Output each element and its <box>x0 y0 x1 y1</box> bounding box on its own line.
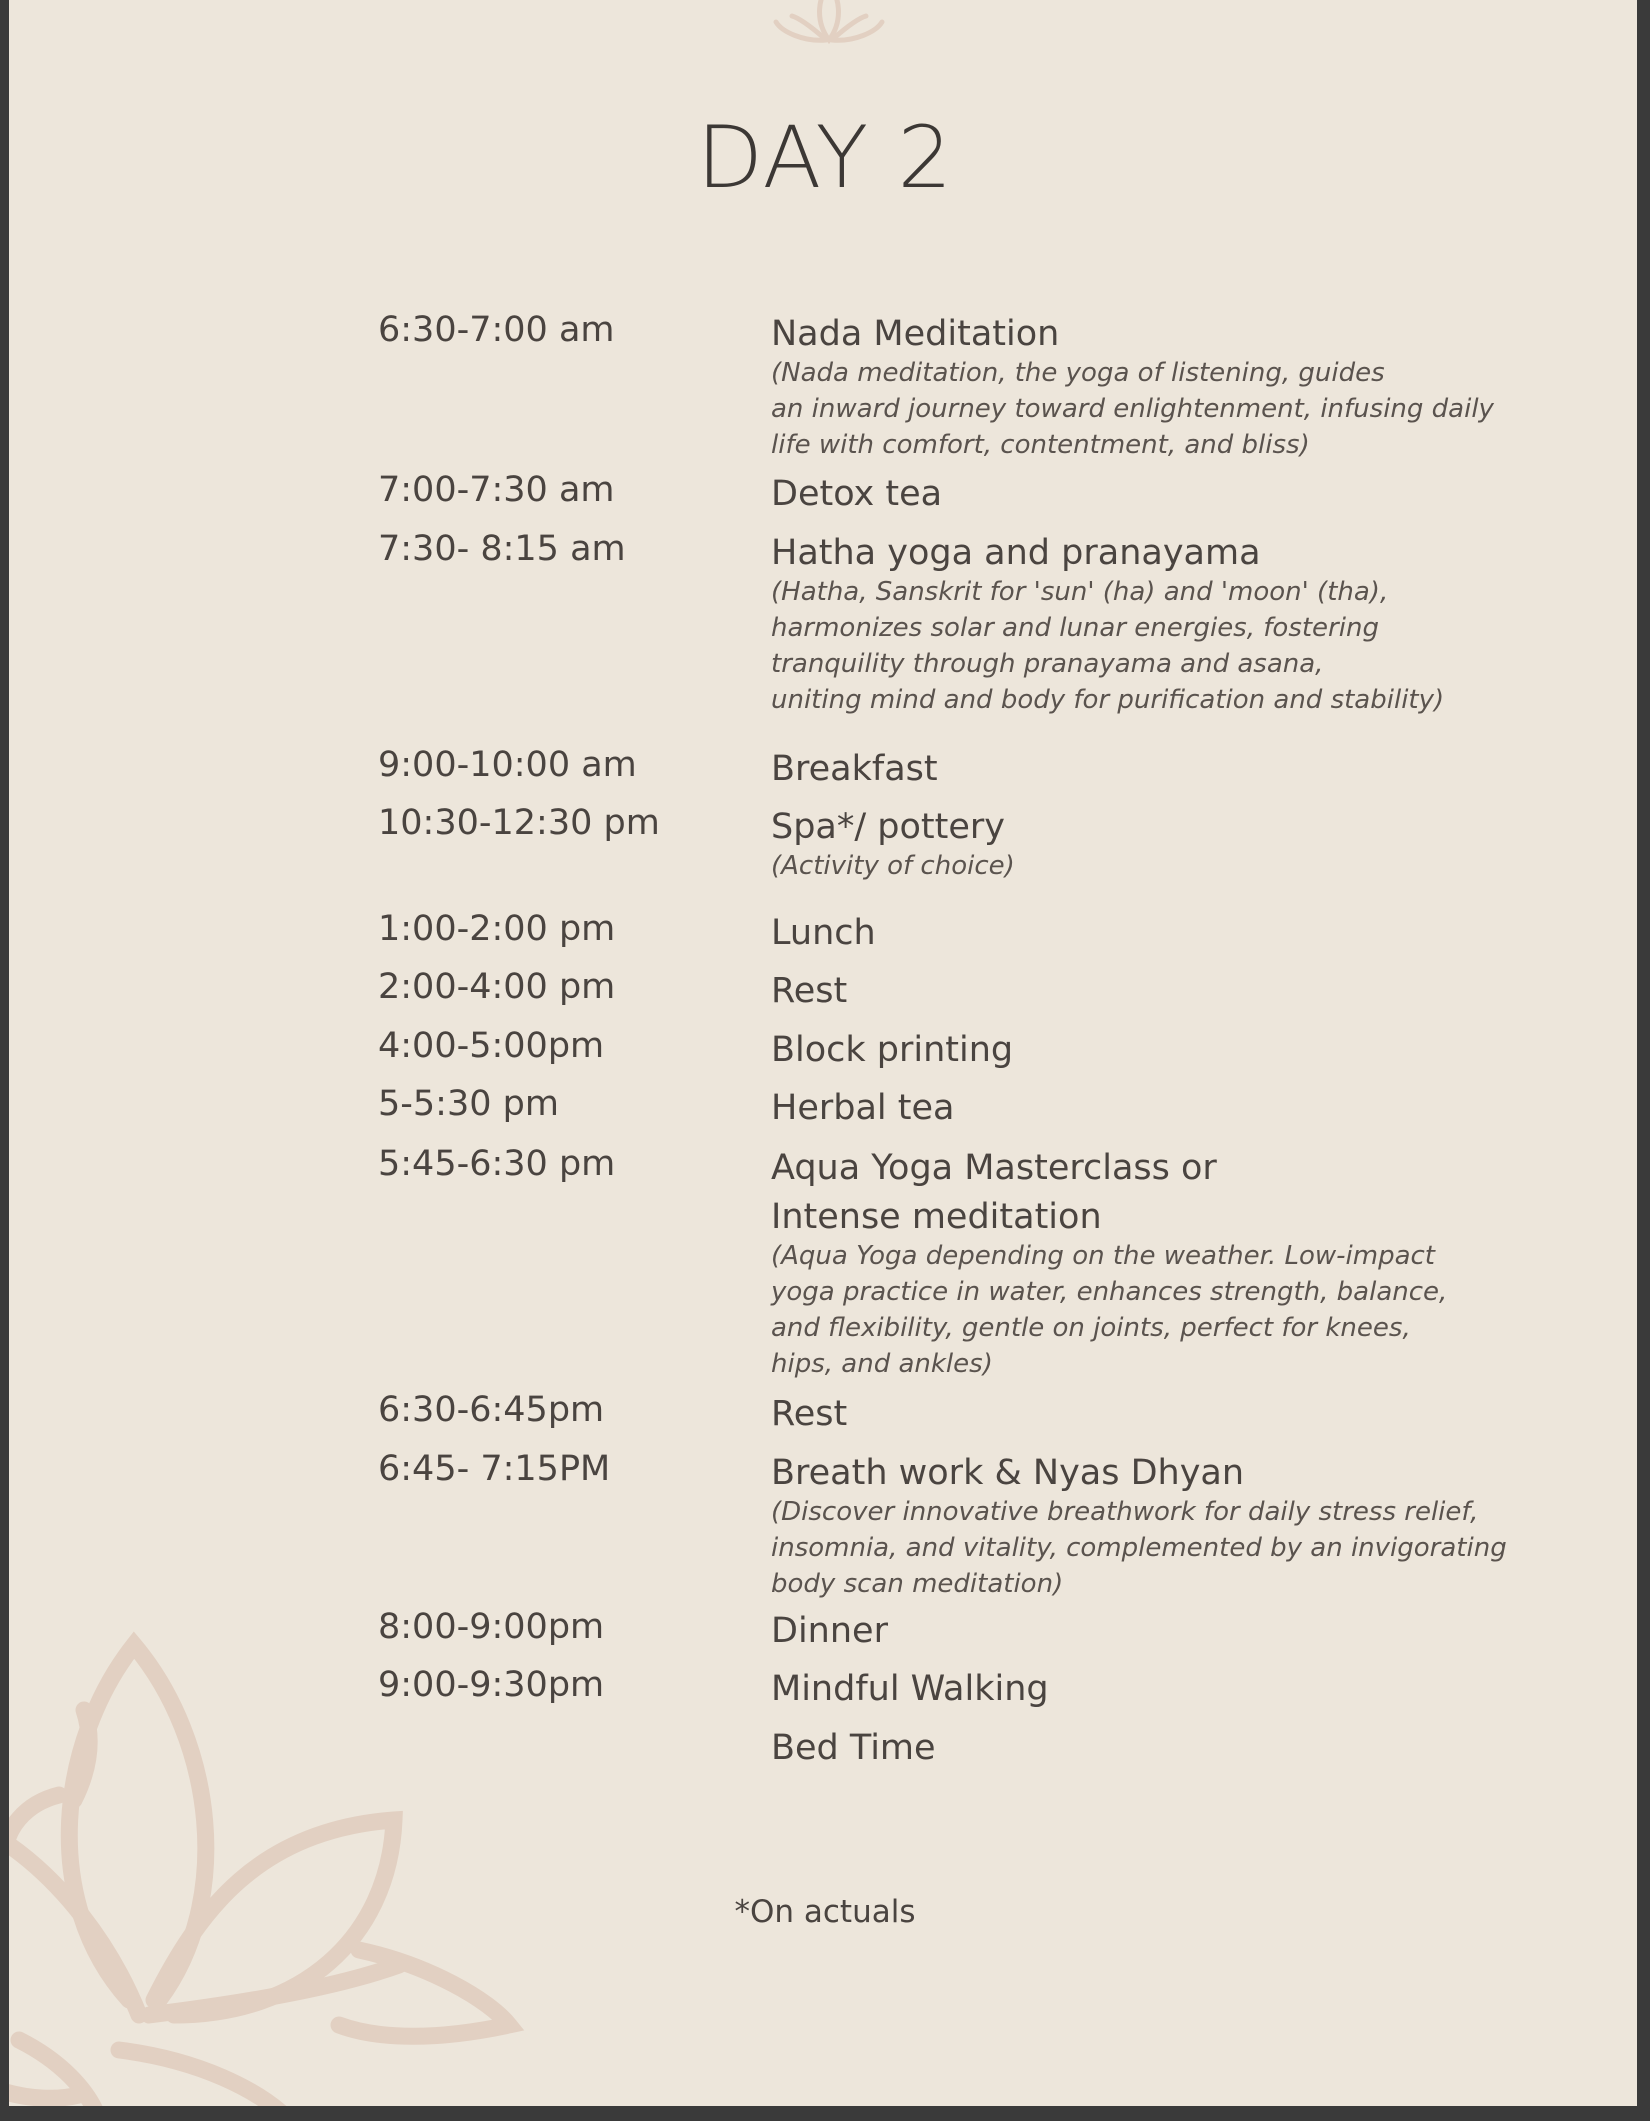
schedule-time: 7:30- 8:15 am <box>378 529 626 569</box>
schedule-time: 9:00-9:30pm <box>378 1665 605 1705</box>
activity-title: Rest <box>771 1394 848 1434</box>
activity-title: Bed Time <box>771 1728 936 1768</box>
activity-title: Hatha yoga and pranayama <box>771 533 1261 573</box>
schedule-time: 2:00-4:00 pm <box>378 967 616 1007</box>
schedule-activity <box>771 470 1571 519</box>
schedule-activity <box>771 967 1571 1016</box>
schedule-activity <box>771 1084 1571 1133</box>
schedule-time: 5:45-6:30 pm <box>378 1144 616 1184</box>
schedule-activity <box>771 1724 1571 1773</box>
activity-title: Breakfast <box>771 749 938 789</box>
schedule-activity <box>771 529 1571 718</box>
schedule-activity <box>771 745 1571 794</box>
activity-title: Lunch <box>771 913 876 953</box>
schedule-time: 6:30-7:00 am <box>378 310 615 350</box>
schedule-time: 10:30-12:30 pm <box>378 803 660 843</box>
schedule-activity <box>771 1665 1571 1714</box>
activity-title: Herbal tea <box>771 1088 955 1128</box>
schedule-activity <box>771 310 1571 463</box>
schedule-time: 7:00-7:30 am <box>378 470 615 510</box>
schedule-time: 8:00-9:00pm <box>378 1607 605 1647</box>
schedule-activity <box>771 1026 1571 1075</box>
schedule-time: 6:30-6:45pm <box>378 1390 605 1430</box>
schedule-activity <box>771 1607 1571 1656</box>
activity-description: (Nada meditation, the yoga of listening, guides an inward journey toward enlightenment, infusing daily life with comfort, contentment, and bliss) <box>771 358 1494 460</box>
schedule-time: 9:00-10:00 am <box>378 745 637 785</box>
schedule-time: 5-5:30 pm <box>378 1084 559 1124</box>
activity-description: (Discover innovative breathwork for daily stress relief, insomnia, and vitality, complemented by an invigorating body scan meditation) <box>771 1497 1507 1599</box>
activity-description: (Aqua Yoga depending on the weather. Low-impact yoga practice in water, enhances strength, balance, and flexibility, gentle on joints, perfect for knees, hips, and ankles) <box>771 1241 1448 1379</box>
itinerary-page <box>9 0 1637 2106</box>
activity-title: Mindful Walking <box>771 1669 1049 1709</box>
schedule-time: 1:00-2:00 pm <box>378 909 616 949</box>
schedule-activity <box>771 1449 1571 1602</box>
schedule-activity <box>771 1390 1571 1439</box>
activity-title: Aqua Yoga Masterclass or Intense meditation <box>771 1148 1217 1237</box>
activity-description: (Hatha, Sanskrit for 'sun' (ha) and 'moon' (tha), harmonizes solar and lunar energies, fostering tranquility through pranayama and asana, uniting mind and body for purification and stability) <box>771 577 1445 715</box>
footnote: *On actuals <box>734 1894 916 1930</box>
lotus-top-icon <box>764 0 894 50</box>
schedule-time: 4:00-5:00pm <box>378 1026 605 1066</box>
activity-title: Detox tea <box>771 474 943 514</box>
schedule-time: 6:45- 7:15PM <box>378 1449 611 1489</box>
schedule-activity <box>771 1144 1571 1382</box>
activity-title: Spa*/ pottery <box>771 807 1006 847</box>
activity-title: Nada Meditation <box>771 314 1060 354</box>
activity-title: Breath work & Nyas Dhyan <box>771 1453 1245 1493</box>
schedule-activity <box>771 803 1571 884</box>
activity-description: (Activity of choice) <box>771 851 1015 881</box>
activity-title: Block printing <box>771 1030 1014 1070</box>
activity-title: Dinner <box>771 1611 888 1651</box>
activity-title: Rest <box>771 971 848 1011</box>
page-title: DAY 2 <box>696 108 954 208</box>
schedule-activity <box>771 909 1571 958</box>
